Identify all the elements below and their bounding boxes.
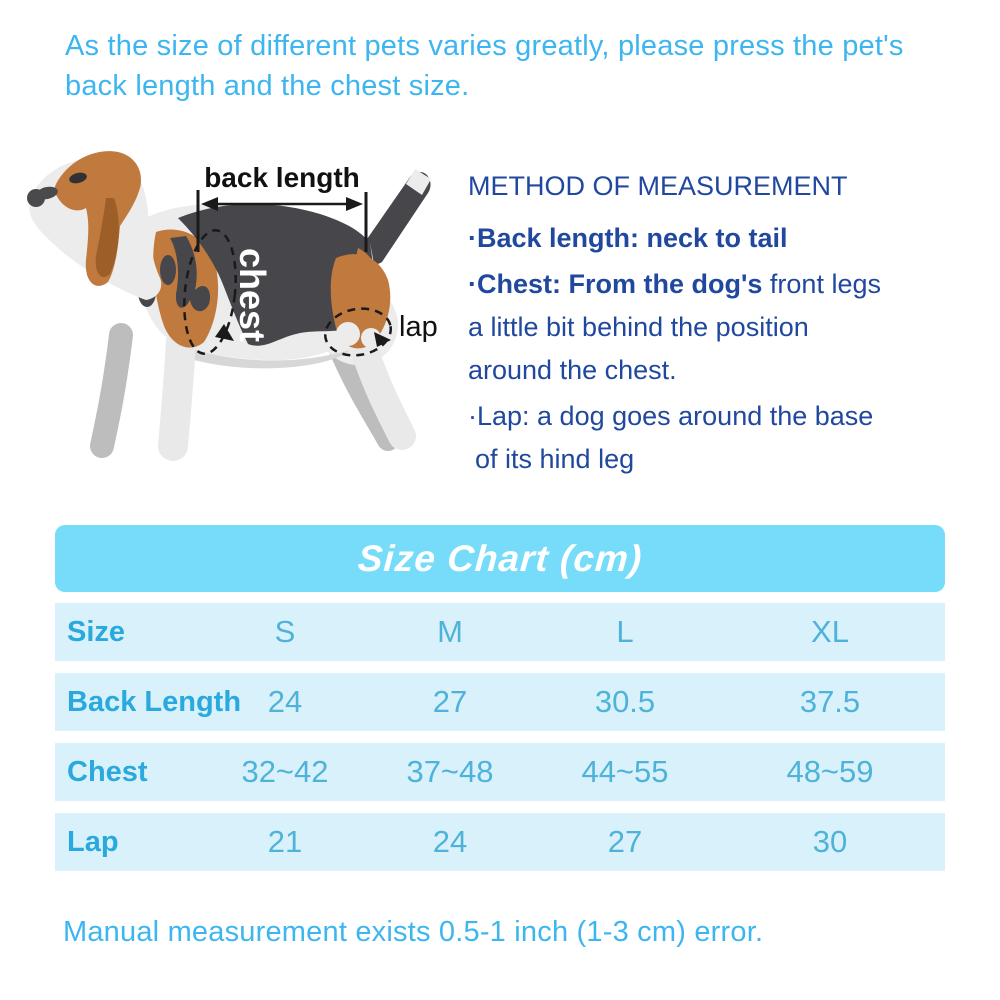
intro-line-1: As the size of different pets varies greatly, please press the pet's bbox=[65, 30, 904, 62]
footer-note: Manual measurement exists 0.5-1 inch (1-3 cm) error. bbox=[63, 916, 764, 948]
cell-lap-xl: 30 bbox=[812, 824, 848, 859]
dog-far-front-leg bbox=[102, 335, 121, 446]
method-chest bbox=[468, 264, 963, 304]
row-label: Size bbox=[67, 615, 126, 648]
method-lap-line1: ·Lap: a dog goes around the base bbox=[468, 401, 874, 431]
back-length-label: back length bbox=[204, 162, 360, 193]
arrow-right-icon bbox=[346, 197, 363, 211]
cell-back-xl: 37.5 bbox=[799, 684, 861, 719]
cell-chest-l: 44~55 bbox=[581, 754, 669, 789]
method-title: METHOD OF MEASUREMENT bbox=[468, 171, 848, 201]
method-lap-line2: of its hind leg bbox=[475, 444, 635, 474]
cell-size-l: L bbox=[616, 614, 634, 649]
cell-back-m: 27 bbox=[432, 684, 468, 719]
cell-lap-l: 27 bbox=[607, 824, 643, 859]
cell-chest-m: 37~48 bbox=[406, 754, 494, 789]
row-label: Chest bbox=[67, 755, 148, 788]
lap-label: lap bbox=[399, 311, 438, 343]
cell-lap-s: 21 bbox=[267, 824, 303, 859]
table-row-lap bbox=[55, 813, 945, 871]
dog-spot bbox=[160, 255, 176, 285]
cell-lap-m: 24 bbox=[432, 824, 468, 859]
method-section bbox=[468, 166, 963, 479]
method-chest-bold: ·Chest: From the dog's bbox=[468, 269, 763, 299]
cell-chest-xl: 48~59 bbox=[786, 754, 874, 789]
size-chart-title-bar bbox=[55, 525, 945, 592]
chest-label: chest bbox=[232, 248, 273, 343]
row-label: Back Length bbox=[67, 685, 242, 718]
cell-back-s: 24 bbox=[267, 684, 303, 719]
method-chest-line2: a little bit behind the position bbox=[468, 312, 809, 342]
table-row-back-length bbox=[55, 673, 945, 731]
cell-size-s: S bbox=[274, 614, 296, 649]
table-row-chest bbox=[55, 743, 945, 801]
row-label: Lap bbox=[67, 825, 119, 858]
intro-line-2: back length and the chest size. bbox=[65, 70, 470, 102]
method-chest-line3: around the chest. bbox=[468, 355, 677, 385]
dog-hind-sock bbox=[336, 322, 360, 346]
cell-size-m: M bbox=[437, 614, 463, 649]
method-chest-regular: front legs bbox=[762, 269, 881, 299]
dog-near-front-leg bbox=[173, 342, 181, 446]
cell-back-l: 30.5 bbox=[594, 684, 656, 719]
cell-chest-s: 32~42 bbox=[241, 754, 329, 789]
cell-size-xl: XL bbox=[811, 614, 849, 649]
size-chart-title: Size Chart (cm) bbox=[356, 537, 644, 579]
table-row-size bbox=[55, 603, 945, 661]
intro-text bbox=[65, 26, 965, 106]
dog-measurement-diagram bbox=[18, 140, 463, 490]
method-back-length: ·Back length: neck to tail bbox=[468, 223, 788, 253]
